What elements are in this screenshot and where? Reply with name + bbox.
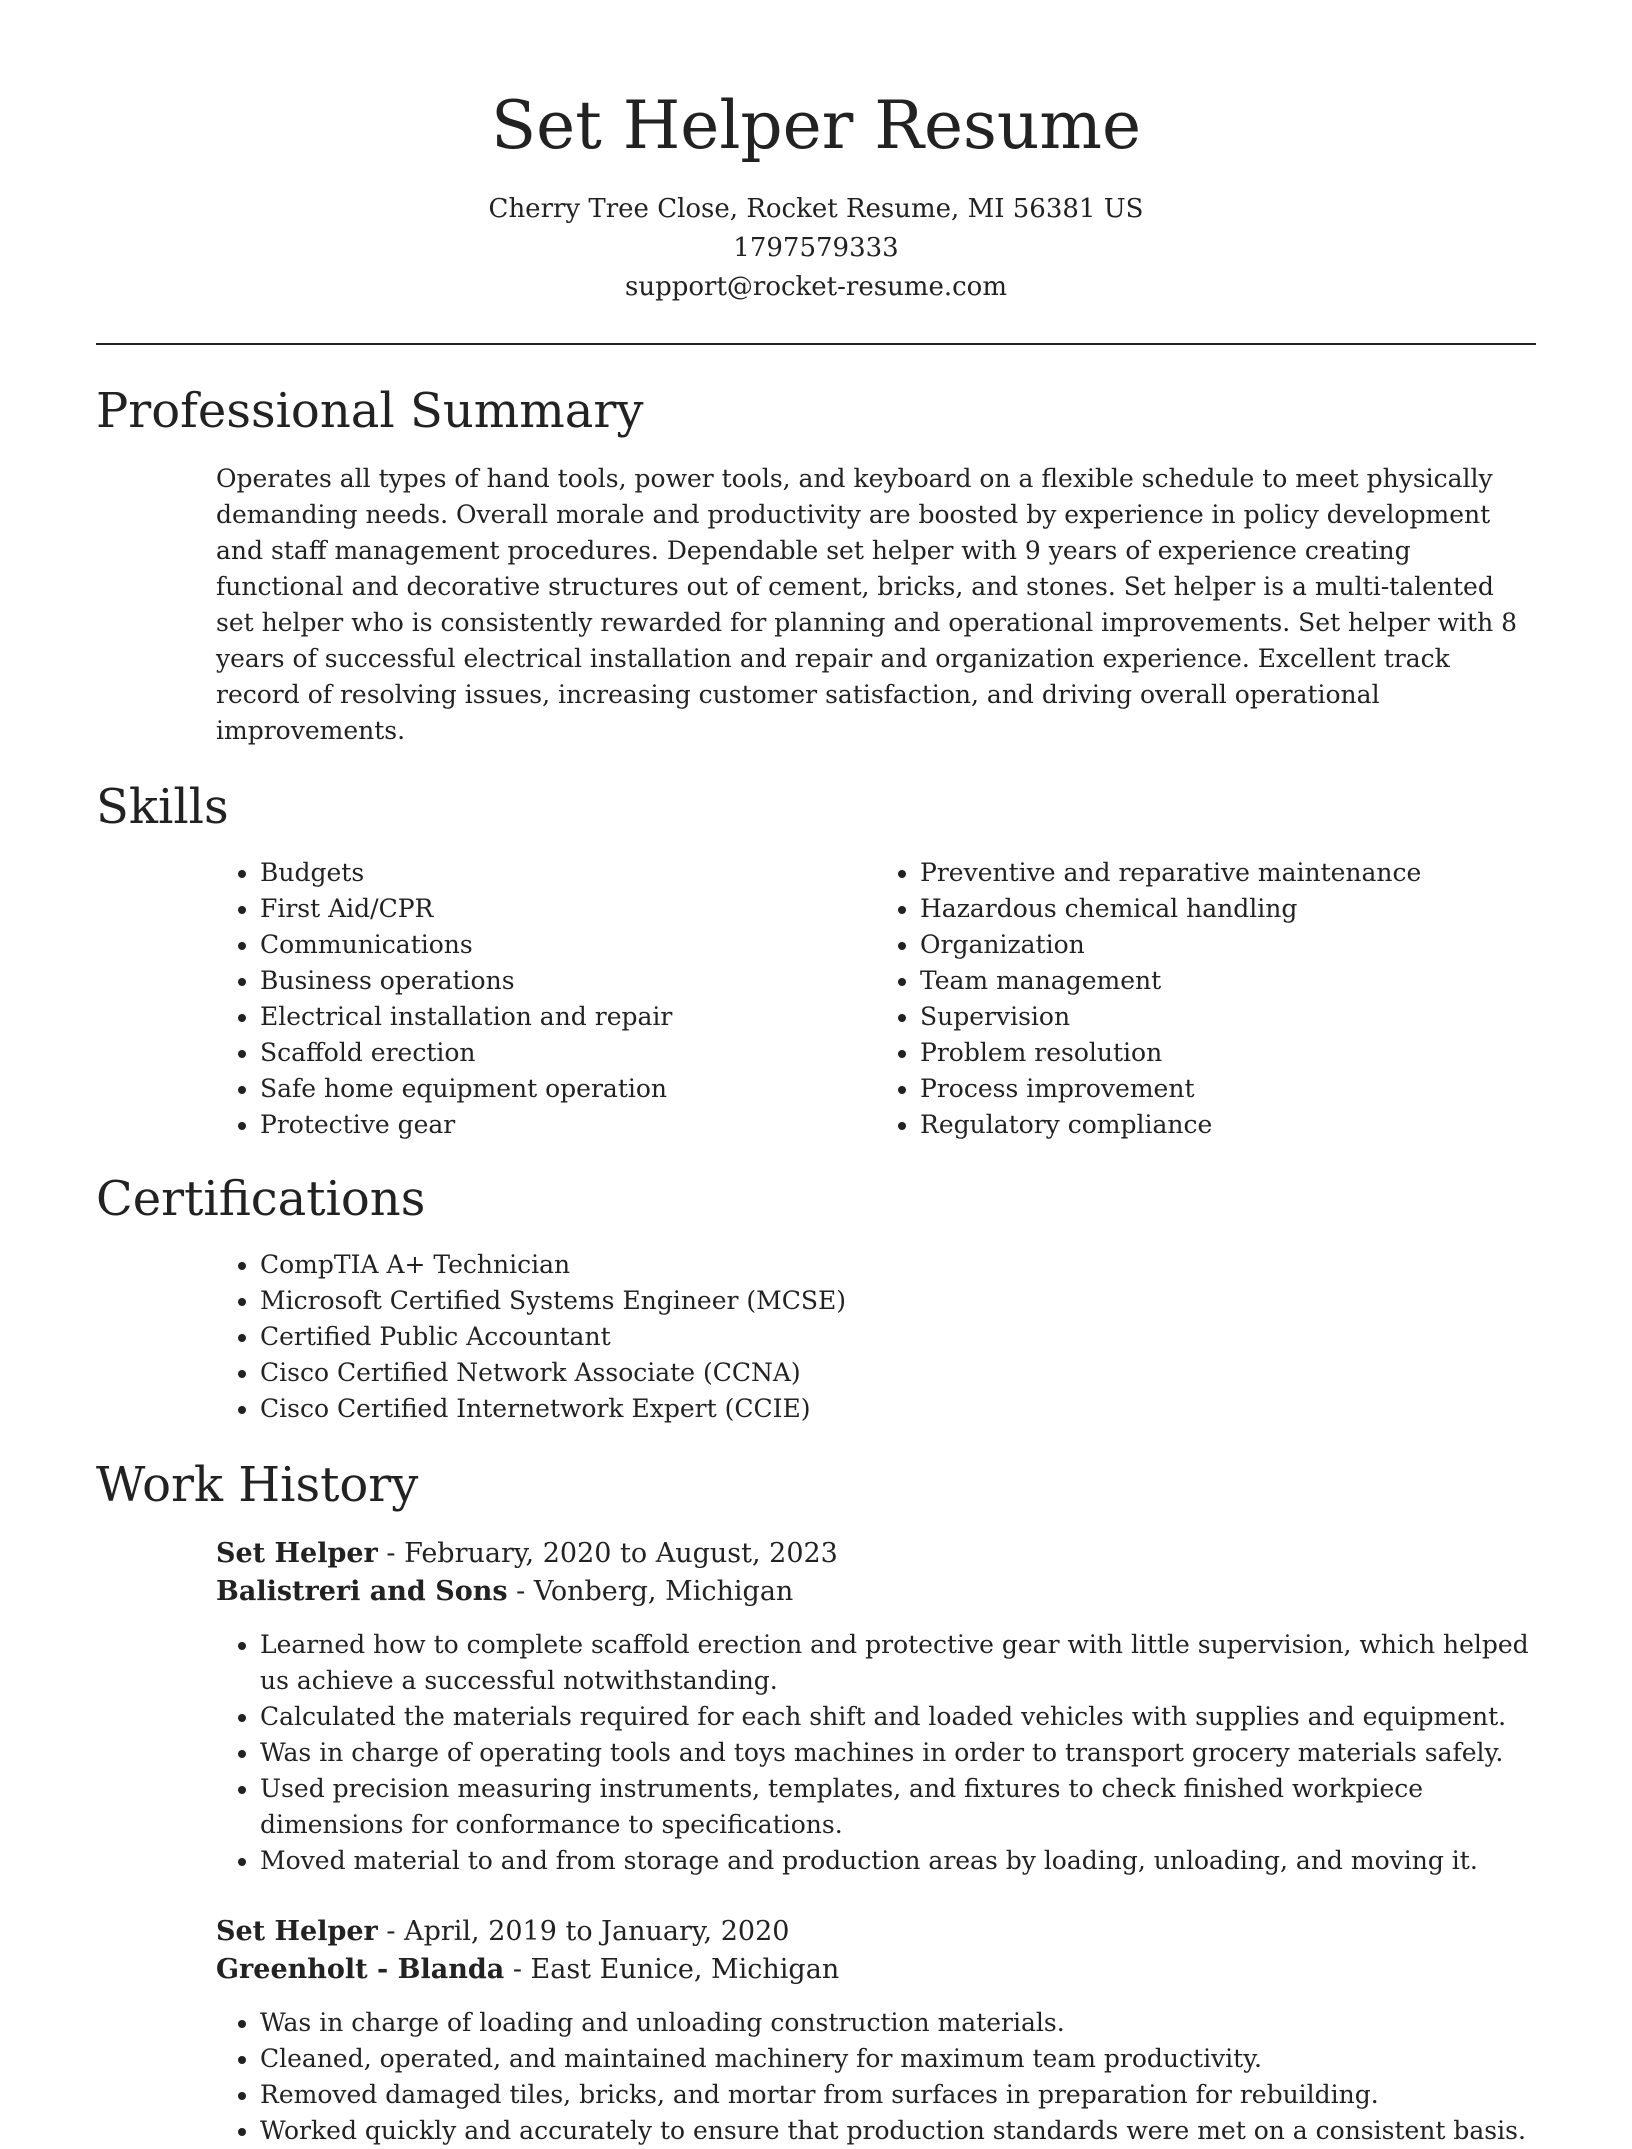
- job-company: Balistreri and Sons: [216, 1576, 508, 1607]
- resume-page: [96, 0, 1536, 2149]
- certification-item: • Certified Public Accountant: [260, 1319, 1536, 1355]
- job-dates: - February, 2020 to August, 2023: [377, 1538, 838, 1569]
- skill-item: • First Aid/CPR: [260, 891, 876, 927]
- job-bullet: • Learned how to complete scaffold erection and protective gear with little supervision, which helped us achieve a successful notwithstanding.: [260, 1627, 1536, 1699]
- header-divider: [96, 343, 1536, 345]
- job-entry: [216, 1535, 1536, 1879]
- skill-item: • Protective gear: [260, 1107, 876, 1143]
- skill-item: • Process improvement: [920, 1071, 1536, 1107]
- job-bullet: • Cleaned, operated, and maintained machinery for maximum team productivity.: [260, 2041, 1536, 2077]
- skills-list: [216, 855, 1536, 1143]
- skill-item: • Preventive and reparative maintenance: [920, 855, 1536, 891]
- skill-item: • Regulatory compliance: [920, 1107, 1536, 1143]
- job-bullet: • Was in charge of operating tools and toys machines in order to transport grocery materials safely.: [260, 1735, 1536, 1771]
- job-company: Greenholt - Blanda: [216, 1954, 505, 1985]
- certification-item: • Cisco Certified Network Associate (CCNA): [260, 1355, 1536, 1391]
- certification-item: • Cisco Certified Internetwork Expert (CCIE): [260, 1391, 1536, 1427]
- job-role: Set Helper: [216, 1538, 378, 1569]
- skill-item: • Problem resolution: [920, 1035, 1536, 1071]
- work-history-heading: Work History: [96, 1457, 419, 1513]
- skill-item: • Supervision: [920, 999, 1536, 1035]
- summary-heading: Professional Summary: [96, 383, 644, 439]
- job-bullet: • Removed damaged tiles, bricks, and mortar from surfaces in preparation for rebuilding.: [260, 2077, 1536, 2113]
- job-title-line: [216, 1913, 1536, 1951]
- skill-item: • Organization: [920, 927, 1536, 963]
- email: support@rocket-resume.com: [624, 272, 1007, 302]
- job-location: - Vonberg, Michigan: [507, 1576, 794, 1607]
- certification-item: • Microsoft Certified Systems Engineer (MCSE): [260, 1283, 1536, 1319]
- job-bullets: [216, 1627, 1536, 1879]
- certification-item: • CompTIA A+ Technician: [260, 1247, 1536, 1283]
- skill-item: • Hazardous chemical handling: [920, 891, 1536, 927]
- job-company-line: [216, 1951, 1536, 1989]
- job-bullets: [216, 2005, 1536, 2149]
- summary-text: Operates all types of hand tools, power tools, and keyboard on a flexible schedule to meet physically demanding needs. Overall morale and productivity are boosted by experience in policy development and staff management procedures. Dependable set helper with 9 years of experience creating functional and decorative structures out of cement, bricks, and stones. Set helper is a multi-talented set helper who is consistently rewarded for planning and operational improvements. Set helper with 8 years of successful electrical installation and repair and organization experience. Excellent track record of resolving issues, increasing customer satisfaction, and driving overall operational improvements.: [216, 464, 1518, 745]
- job-title-line: [216, 1535, 1536, 1573]
- skills-column-left: [216, 855, 876, 1143]
- skill-item: • Electrical installation and repair: [260, 999, 876, 1035]
- job-entry: [216, 1913, 1536, 2149]
- contact-info: [96, 190, 1536, 307]
- phone: 1797579333: [733, 233, 899, 263]
- skill-item: • Budgets: [260, 855, 876, 891]
- job-bullet: • Moved material to and from storage and production areas by loading, unloading, and moving it.: [260, 1843, 1536, 1879]
- job-role: Set Helper: [216, 1916, 378, 1947]
- address: Cherry Tree Close, Rocket Resume, MI 56381 US: [488, 194, 1144, 224]
- skill-item: • Team management: [920, 963, 1536, 999]
- skill-item: • Business operations: [260, 963, 876, 999]
- resume-header: [96, 0, 1536, 307]
- skill-item: • Scaffold erection: [260, 1035, 876, 1071]
- certifications-heading: Certifications: [96, 1171, 426, 1227]
- certifications-list: [216, 1247, 1536, 1427]
- job-location: - East Eunice, Michigan: [504, 1954, 840, 1985]
- job-company-line: [216, 1573, 1536, 1611]
- skills-column-right: [876, 855, 1536, 1143]
- job-bullet: • Used precision measuring instruments, templates, and fixtures to check finished workpiece dimensions for conformance to specifications.: [260, 1771, 1536, 1843]
- resume-title: Set Helper Resume: [490, 87, 1142, 164]
- job-bullet: • Calculated the materials required for each shift and loaded vehicles with supplies and equipment.: [260, 1699, 1536, 1735]
- job-dates: - April, 2019 to January, 2020: [377, 1916, 790, 1947]
- skill-item: • Communications: [260, 927, 876, 963]
- job-bullet: • Was in charge of loading and unloading construction materials.: [260, 2005, 1536, 2041]
- skills-heading: Skills: [96, 779, 229, 835]
- job-bullet: • Worked quickly and accurately to ensure that production standards were met on a consistent basis.: [260, 2113, 1536, 2149]
- skill-item: • Safe home equipment operation: [260, 1071, 876, 1107]
